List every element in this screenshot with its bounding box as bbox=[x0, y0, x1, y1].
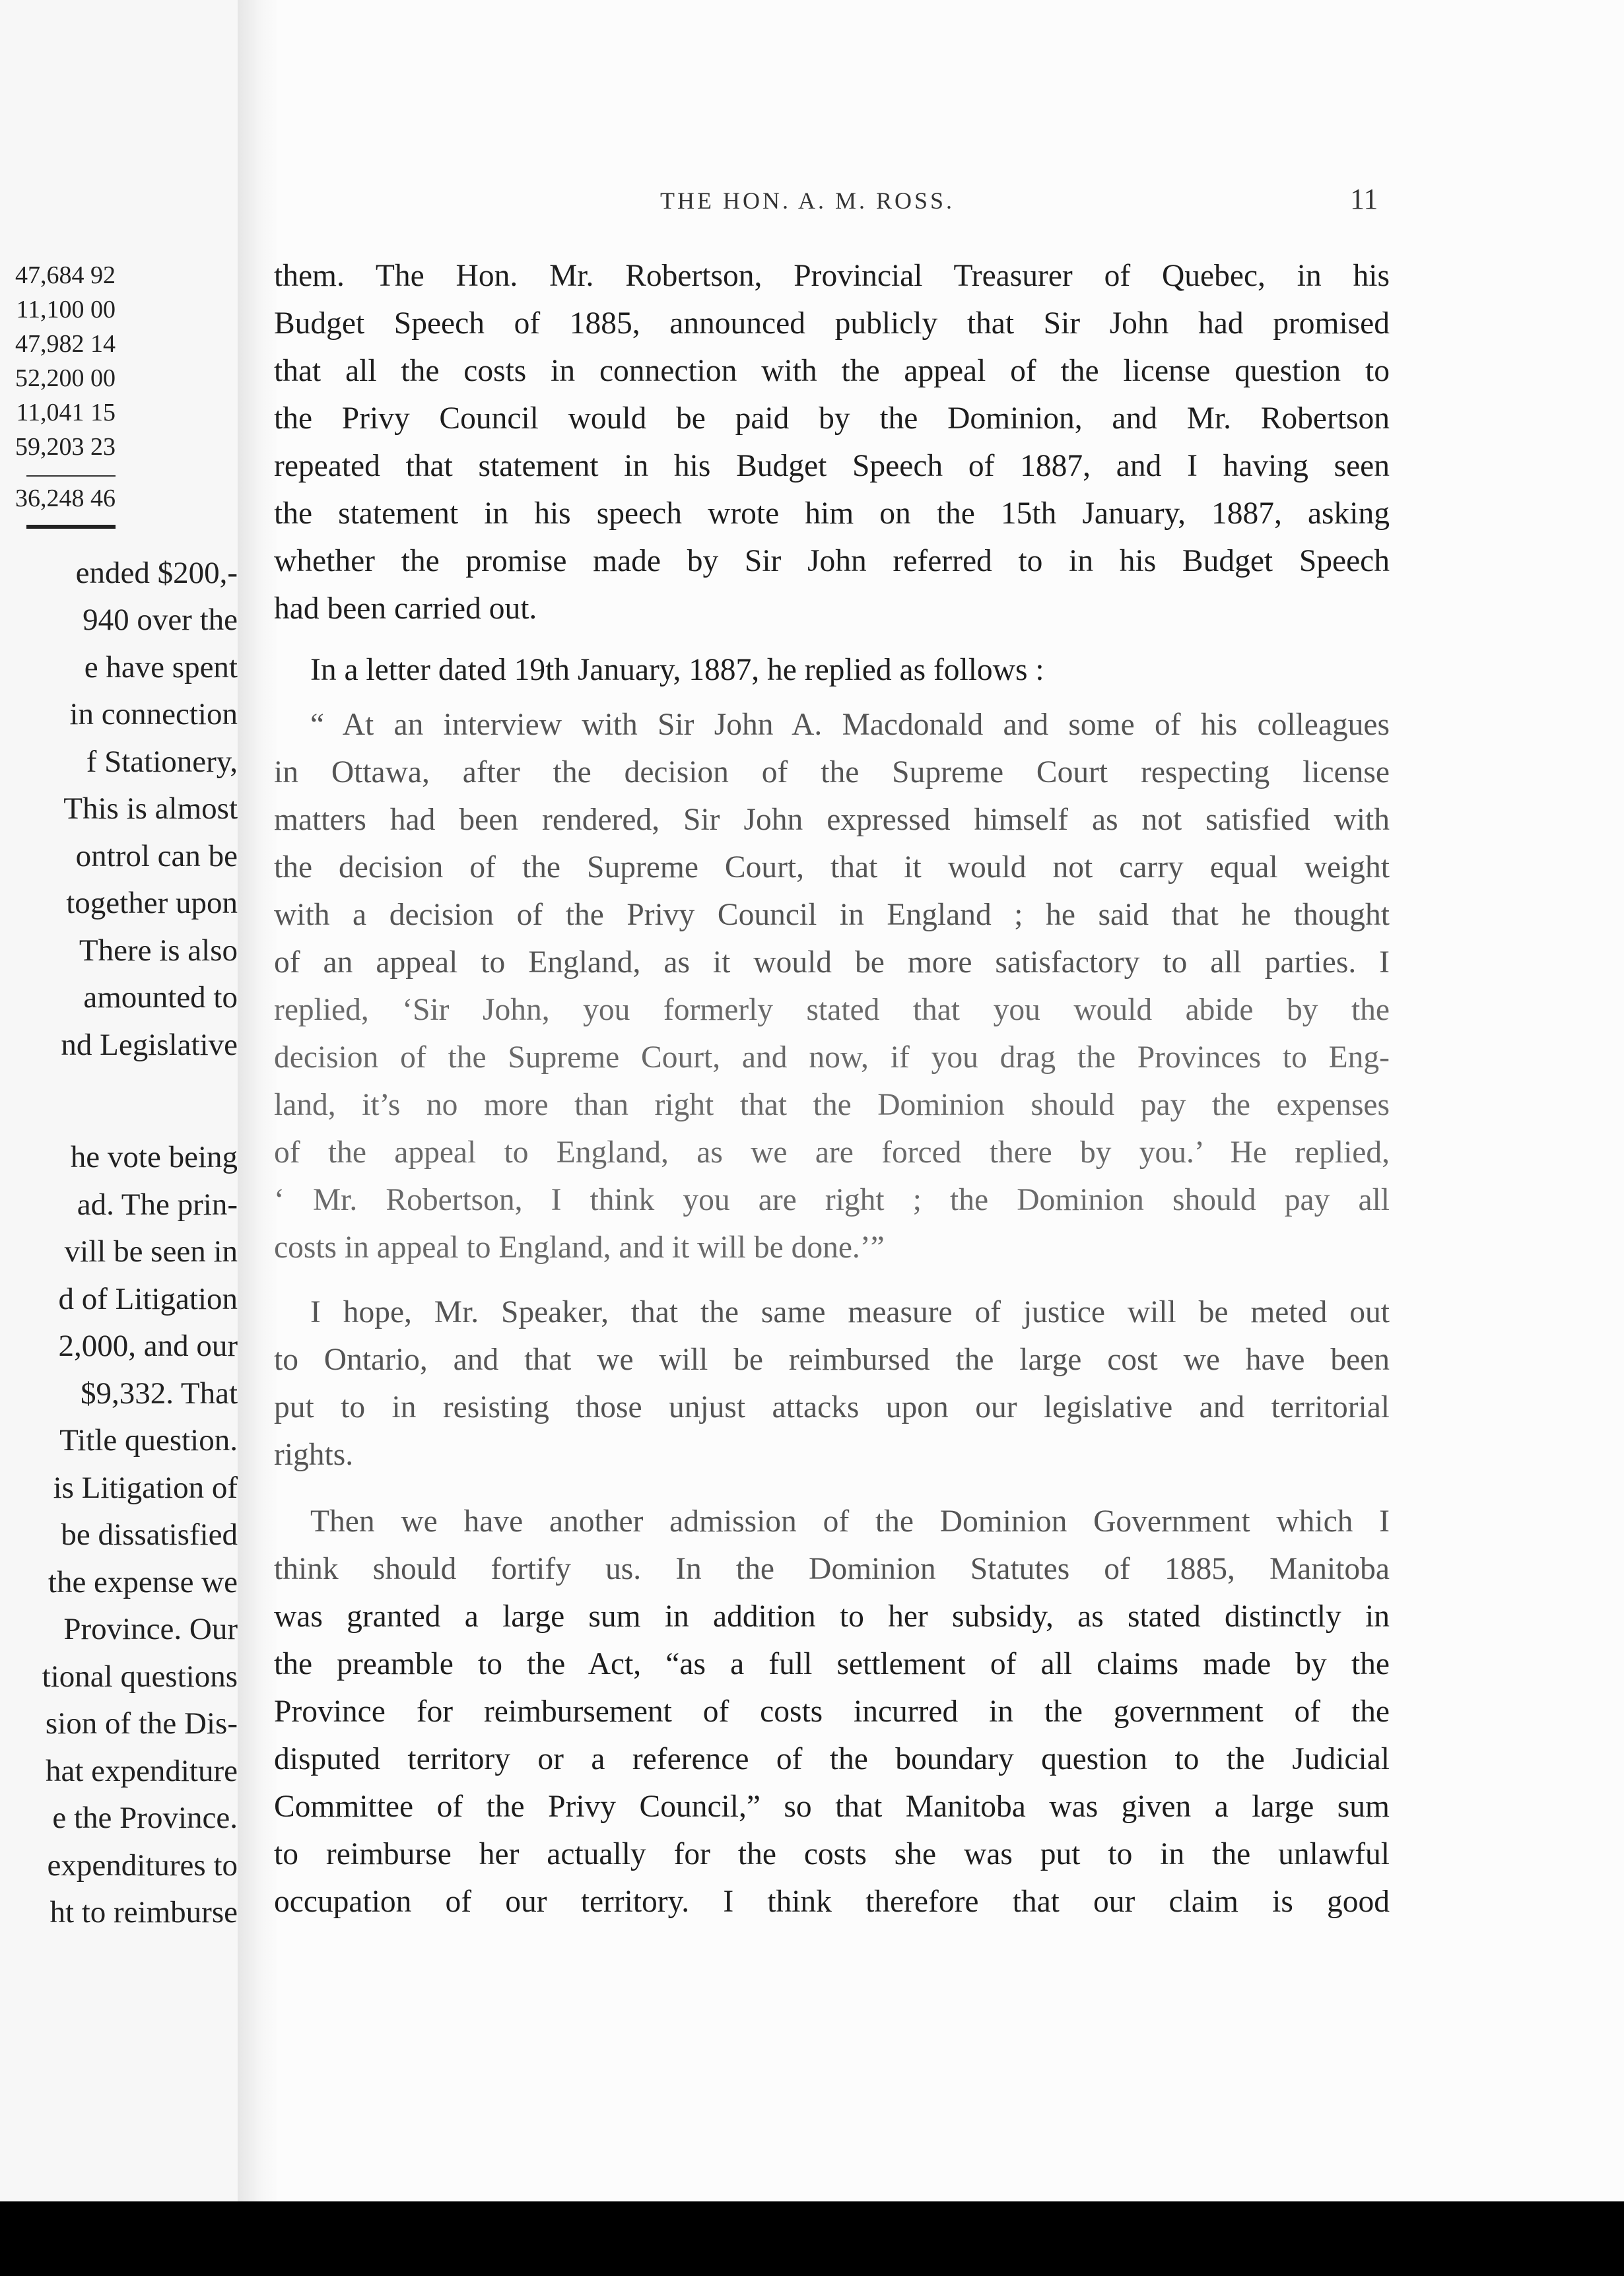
ledger-double-rule bbox=[26, 525, 116, 529]
left-text-line: ended $200,- bbox=[75, 556, 238, 590]
body-line: the statement in his speech wrote him on the 15th January, 1887, asking bbox=[274, 496, 1390, 531]
quote-line: costs in appeal to England, and it will be done.’” bbox=[274, 1230, 885, 1265]
left-text-line: ontrol can be bbox=[75, 839, 238, 873]
quote-line: of the appeal to England, as we are forced there by you.’ He replied, bbox=[274, 1135, 1390, 1170]
body-line: the preamble to the Act, “as a full settlement of all claims made by the bbox=[274, 1647, 1390, 1681]
scanner-edge bbox=[0, 2201, 1624, 2276]
body-line: occupation of our territory. I think therefore that our claim is good bbox=[274, 1885, 1390, 1919]
body-line: rights. bbox=[274, 1438, 354, 1472]
body-line: the Privy Council would be paid by the Dominion, and Mr. Robertson bbox=[274, 401, 1390, 436]
quote-line: with a decision of the Privy Council in England ; he said that he thought bbox=[274, 898, 1390, 932]
body-line: whether the promise made by Sir John referred to in his Budget Speech bbox=[274, 544, 1390, 578]
body-line: to reimburse her actually for the costs she was put to in the unlawful bbox=[274, 1837, 1390, 1871]
left-text-line: Title question. bbox=[59, 1423, 238, 1457]
body-line: was granted a large sum in addition to her subsidy, as stated distinctly in bbox=[274, 1599, 1390, 1634]
book-gutter bbox=[238, 0, 277, 2201]
ledger-row: 11,100 00 bbox=[16, 296, 116, 323]
body-line: disputed territory or a reference of the boundary question to the Judicial bbox=[274, 1742, 1390, 1776]
body-line: Province for reimbursement of costs incurred in the government of the bbox=[274, 1694, 1390, 1729]
left-text-line: 940 over the bbox=[83, 603, 238, 637]
quote-line: the decision of the Supreme Court, that it would not carry equal weight bbox=[274, 850, 1390, 885]
quote-line: ‘ Mr. Robertson, I think you are right ; the Dominion should pay all bbox=[274, 1183, 1390, 1217]
body-line: Then we have another admission of the Dominion Government which I bbox=[310, 1504, 1390, 1539]
quote-line: decision of the Supreme Court, and now, if you drag the Provinces to Eng- bbox=[274, 1040, 1390, 1075]
left-text-line: f Stationery, bbox=[86, 745, 238, 779]
body-line: Budget Speech of 1885, announced publicly that Sir John had promised bbox=[274, 306, 1390, 341]
previous-page-strip bbox=[0, 0, 239, 2201]
left-text-line: sion of the Dis- bbox=[45, 1706, 238, 1741]
left-text-line: vill be seen in bbox=[64, 1234, 238, 1269]
running-title: THE HON. A. M. ROSS. bbox=[660, 187, 955, 214]
left-text-line: be dissatisfied bbox=[61, 1518, 238, 1552]
body-line: think should fortify us. In the Dominion Statutes of 1885, Manitoba bbox=[274, 1552, 1390, 1586]
left-text-line: in connection bbox=[69, 697, 238, 731]
left-text-line: tional questions bbox=[42, 1659, 238, 1694]
left-text-line: together upon bbox=[66, 886, 238, 920]
page-number: 11 bbox=[1350, 183, 1378, 215]
body-line: Committee of the Privy Council,” so that Manitoba was given a large sum bbox=[274, 1790, 1390, 1824]
left-text-line: he vote being bbox=[70, 1140, 238, 1174]
left-text-line: e the Province. bbox=[52, 1801, 238, 1835]
body-line: had been carried out. bbox=[274, 591, 537, 626]
quote-line: matters had been rendered, Sir John expressed himself as not satisfied with bbox=[274, 803, 1390, 837]
left-text-line: nd Legislative bbox=[61, 1028, 238, 1062]
body-line: In a letter dated 19th January, 1887, he replied as follows : bbox=[310, 653, 1044, 687]
quote-line: in Ottawa, after the decision of the Supreme Court respecting license bbox=[274, 755, 1390, 789]
quote-line: “ At an interview with Sir John A. Macdonald and some of his colleagues bbox=[310, 708, 1390, 742]
left-text-line: 2,000, and our bbox=[58, 1329, 238, 1363]
left-text-line: hat expenditure bbox=[45, 1754, 238, 1788]
body-line: to Ontario, and that we will be reimbursed the large cost we have been bbox=[274, 1343, 1390, 1377]
left-text-line: ad. The prin- bbox=[77, 1188, 238, 1222]
left-text-line: e have spent bbox=[84, 650, 238, 685]
left-text-line: is Litigation of bbox=[53, 1471, 238, 1505]
left-text-line: Province. Our bbox=[63, 1612, 238, 1646]
body-line: repeated that statement in his Budget Speech of 1887, and I having seen bbox=[274, 449, 1390, 483]
body-line: that all the costs in connection with the appeal of the license question to bbox=[274, 354, 1390, 388]
left-text-line: the expense we bbox=[48, 1565, 238, 1599]
body-line: them. The Hon. Mr. Robertson, Provincial Treasurer of Quebec, in his bbox=[274, 259, 1390, 293]
ledger-row: 52,200 00 bbox=[15, 364, 116, 392]
quote-line: of an appeal to England, as it would be more satisfactory to all parties. I bbox=[274, 945, 1390, 980]
ledger-row: 47,684 92 bbox=[15, 261, 116, 289]
quote-line: land, it’s no more than right that the Dominion should pay the expenses bbox=[274, 1088, 1390, 1122]
left-text-line: ht to reimburse bbox=[50, 1895, 238, 1929]
body-line: I hope, Mr. Speaker, that the same measure of justice will be meted out bbox=[310, 1295, 1390, 1329]
left-text-line: d of Litigation bbox=[58, 1282, 238, 1316]
left-text-line: $9,332. That bbox=[80, 1376, 238, 1411]
quote-line: replied, ‘Sir John, you formerly stated that you would abide by the bbox=[274, 993, 1390, 1027]
left-text-line: expenditures to bbox=[47, 1848, 238, 1883]
left-text-line: This is almost bbox=[63, 791, 238, 826]
ledger-total: 36,248 46 bbox=[15, 485, 116, 512]
body-line: put to in resisting those unjust attacks upon our legislative and territorial bbox=[274, 1390, 1390, 1424]
left-text-line: amounted to bbox=[83, 980, 238, 1015]
ledger-sum-rule bbox=[26, 475, 116, 477]
ledger-row: 59,203 23 bbox=[15, 433, 116, 461]
ledger-row: 47,982 14 bbox=[15, 330, 116, 358]
left-text-line: There is also bbox=[79, 933, 238, 968]
ledger-row: 11,041 15 bbox=[16, 399, 116, 426]
